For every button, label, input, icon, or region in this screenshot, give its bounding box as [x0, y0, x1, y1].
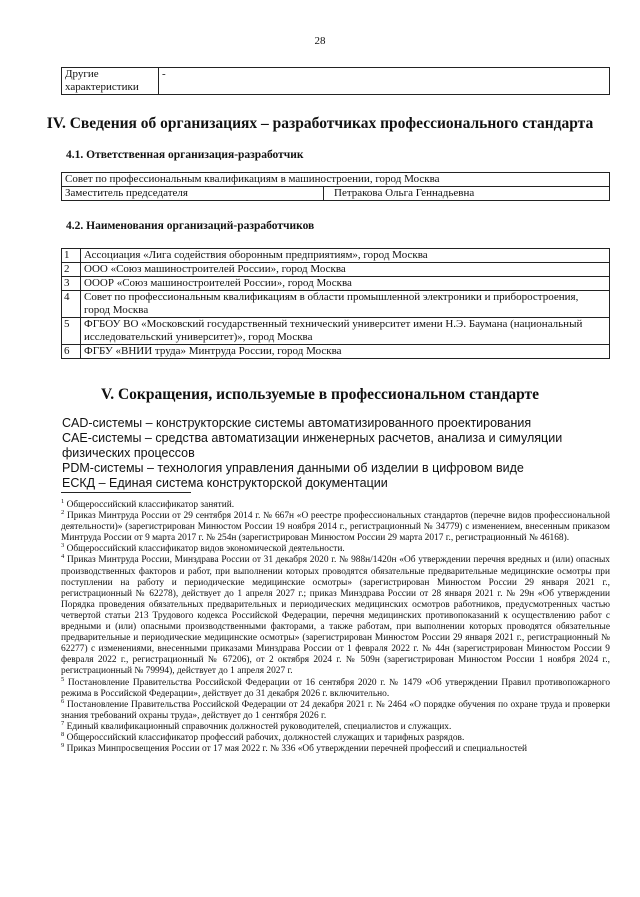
developer-row-number: 6 — [62, 345, 81, 359]
responsible-org-name: Совет по профессиональным квалификациям в машиностроении, город Москва — [62, 173, 610, 187]
footnote — [61, 741, 610, 755]
responsible-position: Заместитель председателя — [62, 187, 324, 201]
responsible-org-heading: 4.1. Ответственная организация-разработчик — [66, 149, 304, 161]
footnote — [61, 697, 610, 722]
abbreviation-item: CAD-системы – конструкторские системы автоматизированного проектирования — [62, 416, 532, 430]
developer-row — [62, 277, 610, 291]
footnote — [61, 508, 610, 544]
developer-row-name: ФГБУ «ВНИИ труда» Минтруда России, город Москва — [81, 345, 610, 359]
developer-row-number: 4 — [62, 291, 81, 318]
footnote — [61, 555, 610, 677]
responsible-person: Петракова Ольга Геннадьевна — [324, 187, 610, 201]
developer-row-number: 1 — [62, 249, 81, 263]
developers-heading: 4.2. Наименования организаций-разработчиков — [66, 220, 315, 232]
developer-row-name: ФГБОУ ВО «Московский государственный технический университет имени Н.Э. Баумана (национальный исследовательский университет)», город Москва — [81, 318, 610, 345]
developer-row-name: Ассоциация «Лига содействия оборонным предприятиям», город Москва — [81, 249, 610, 263]
footnote-number: 1 — [61, 497, 65, 505]
developer-row — [62, 291, 610, 318]
other-characteristics-table — [61, 67, 610, 95]
footnote — [61, 497, 610, 511]
developer-row-number: 2 — [62, 263, 81, 277]
abbreviation-item: PDM-системы – технология управления данными об изделии в цифровом виде — [62, 461, 524, 475]
footnote-text: Приказ Минпросвещения России от 17 мая 2022 г. № 336 «Об утверждении перечней профессий и специальностей — [66, 744, 528, 755]
page-number: 28 — [314, 35, 326, 47]
section-v-title: V. Сокращения, используемые в профессиональном стандарте — [101, 386, 539, 403]
developer-row-number: 3 — [62, 277, 81, 291]
responsible-org-table — [61, 172, 610, 201]
footnote-text: Постановление Правительства Российской Федерации от 24 декабря 2021 г. № 2464 «О порядке обучения по охране труда и проверки знания требований охраны труда», действует до 1 сентября 2026 г. — [61, 699, 610, 721]
section-iv-title: IV. Сведения об организациях – разработчиках профессионального стандарта — [46, 115, 594, 132]
footnote-text: Общероссийский классификатор занятий. — [66, 500, 235, 510]
footnote-text: Приказ Минтруда России от 29 сентября 2014 г. № 667н «О реестре профессиональных стандартов (перечне видов профессиональной деятельности)» (зарегистрирован Минюстом России 19 ноября 2014 г., регистрационный № 34779) с изменением, внесенным приказом Минтруда России от 9 марта 2017 г. № 254н (зарегистрирован Минюстом России 29 марта 2017 г., регистрационный № 46168). — [61, 511, 610, 544]
abbreviation-item: ЕСКД – Единая система конструкторской документации — [62, 476, 388, 490]
developer-row — [62, 345, 610, 359]
footnote-text: Единый квалификационный справочник должностей руководителей, специалистов и служащих. — [66, 721, 452, 732]
footnote-number: 3 — [61, 542, 65, 550]
footnote-number: 9 — [61, 741, 65, 749]
footnote-number: 6 — [61, 697, 65, 705]
footnote-text: Постановление Правительства Российской Федерации от 16 сентября 2020 г. № 1479 «Об утверждении Правил противопожарного режима в Российской Федерации», действует до 31 декабря 2026 г. включительно. — [61, 677, 611, 699]
footnote — [61, 675, 611, 700]
abbreviation-item: CAE-системы – средства автоматизации инженерных расчетов, анализа и симуляции физических процессов — [62, 431, 563, 460]
developer-row — [62, 249, 610, 263]
footnote — [61, 544, 610, 555]
footnote-text: Общероссийский классификатор видов экономической деятельности. — [66, 544, 345, 555]
footnotes — [61, 497, 611, 755]
developer-row-number: 5 — [62, 318, 81, 345]
developer-row-name: ООО «Союз машиностроителей России», город Москва — [81, 263, 610, 277]
abbreviations-list — [62, 416, 614, 491]
footnote-text: Общероссийский классификатор профессий рабочих, должностей служащих и тарифных разрядов. — [66, 732, 465, 743]
developer-row-name: ОООР «Союз машиностроителей России», город Москва — [81, 277, 610, 291]
footnote-number: 2 — [61, 508, 65, 516]
other-characteristics-label: Другие характеристики — [62, 68, 159, 95]
footnote-number: 7 — [61, 719, 65, 727]
footnote-separator — [61, 492, 191, 493]
footnote — [61, 730, 610, 744]
footnote-text: Приказ Минтруда России, Минздрава России от 31 декабря 2020 г. № 988н/1420н «Об утверждении перечня вредных и (или) опасных производственных факторов и работ, при выполнении которых проводятся обязательные предварительные медицинские осмотры при поступлении на работу и периодические медицинские осмотры» (зарегистрирован Минюстом России 29 января 2021 г., регистрационный № 62278), действует до 1 апреля 2027 г.; приказ Минздрава России от 28 января 2021 г. № 29н «Об утверждении Порядка проведения обязательных предварительных и периодических медицинских осмотров работников, предусмотренных частью четвертой статьи 213 Трудового кодекса Российской Федерации, перечня медицинских противопоказаний к осуществлению работ с вредными и (или) опасными производственными факторами, а также работам, при выполнении которых проводятся обязательные предварительные и периодические медицинские осмотры» (зарегистрирован Минюстом России 29 января 2021 г., регистрационный № 62277) с изменениями, внесенными приказами Минздрава России от 1 февраля 2022 г. № 44н (зарегистрирован Минюстом России 9 февраля 2022 г., регистрационный № 67206), от 2 октября 2024 г. № 509н (зарегистрирован Минюстом России 1 ноября 2024 г., регистрационный № 79994), действует до 1 апреля 2027 г. — [61, 555, 610, 677]
footnote-number: 5 — [61, 675, 65, 683]
footnote-number: 8 — [61, 730, 65, 738]
footnote-number: 4 — [61, 553, 65, 561]
other-characteristics-value: - — [159, 68, 610, 95]
developer-row — [62, 263, 610, 277]
developers-table — [61, 248, 610, 359]
developer-row — [62, 318, 610, 345]
developer-row-name: Совет по профессиональным квалификациям в области промышленной электроники и приборостроения, город Москва — [81, 291, 610, 318]
footnote — [61, 719, 610, 733]
